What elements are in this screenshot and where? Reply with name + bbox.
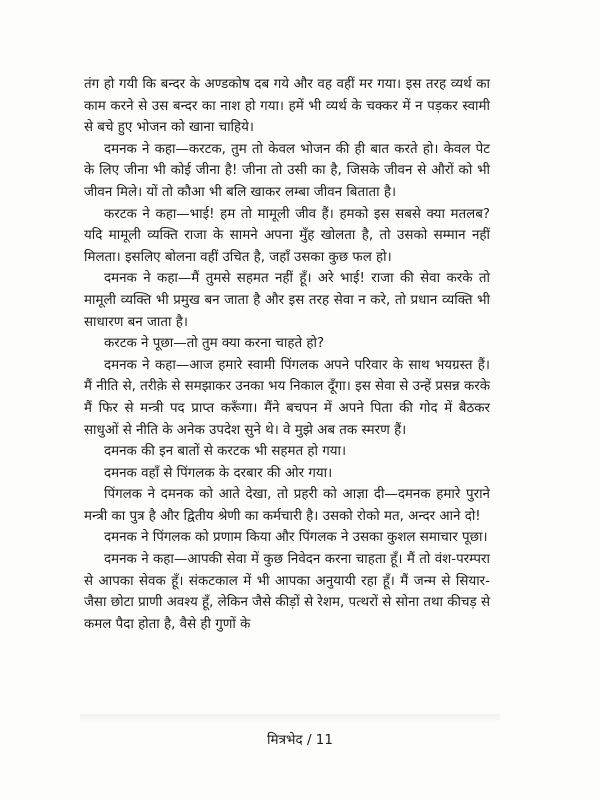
paragraph: दमनक ने कहा—आपकी सेवा में कुछ निवेदन करना चाहता हूँ। मैं तो वंश-परम्परा से आपका सेवक हूँ। संकटकाल में भी आपका अनुयायी रहा हूँ। मैं जन्म से सियार-जैसा छोटा प्राणी अवश्य हूँ, लेकिन जैसे कीड़ों से रेशम, पत्थरों से सोना तथा कीचड़ से कमल पैदा होता है, वैसे ही गुणों के [84,552,490,632]
paragraph: दमनक की इन बातों से करटक भी सहमत हो गया। [104,444,347,460]
paragraph: करटक ने पूछा—तो तुम क्या करना चाहते हो? [104,336,325,352]
paragraph: करटक ने कहा—भाई! हम तो मामूली जीव हैं। हमको इस सबसे क्या मतलब? यदि मामूली व्यक्ति राजा के सामने अपना मुँह खोलता है, तो उसको सम्मान नहीं मिलता। इसलिए बोलना वहीं उचित है, जहाँ उसका कुछ फल हो। [84,206,490,265]
paragraph: दमनक वहाँ से पिंगलक के दरबार की ओर गया। [104,465,333,481]
paragraph: दमनक ने कहा—करटक, तुम तो केवल भोजन की ही बात करते हो। केवल पेट के लिए जीना भी कोई जीना है! जीना तो उसी का है, जिसके जीवन से औरों को भी जीवन मिले। यों तो कौआ भी बलि खाकर लम्बा जीवन बिताता है। [84,141,490,200]
page-footer: मित्रभेद / 11 [267,732,333,748]
paragraph: दमनक ने कहा—मैं तुमसे सहमत नहीं हूँ। अरे भाई! राजा की सेवा करके तो मामूली व्यक्ति भी प्रमुख बन जाता है और इस तरह सेवा न करे, तो प्रधान व्यक्ति भी साधारण बन जाता है। [84,271,490,330]
paragraph: दमनक ने पिंगलक को प्रणाम किया और पिंगलक ने उसका कुशल समाचार पूछा। [104,530,488,546]
paragraph: दमनक ने कहा—आज हमारे स्वामी पिंगलक अपने परिवार के साथ भयग्रस्त हैं। मैं नीति से, तरीक़े से समझाकर उनका भय निकाल दूँगा। इस सेवा से उन्हें प्रसन्न करके मैं फिर से मन्त्री पद प्राप्त करूँगा। मैंने बचपन में अपने पिता की गोद में बैठकर साधुओं से नीति के अनेक उपदेश सुने थे। वे मुझे अब तक स्मरण हैं। [84,357,490,438]
paragraph: पिंगलक ने दमनक को आते देखा, तो प्रहरी को आज्ञा दी—दमनक हमारे पुराने मन्त्री का पुत्र है और द्वितीय श्रेणी का कर्मचारी है। उसको रोको मत, अन्दर आने दो! [84,487,490,524]
paragraph: तंग हो गयी कि बन्दर के अण्डकोष दब गये और वह वहीं मर गया। इस तरह व्यर्थ का काम करने से उस बन्दर का नाश हो गया। हमें भी व्यर्थ के चक्कर में न पड़कर स्वामी से बचे हुए भोजन को खाना चाहिये। [84,77,490,136]
body-text [84,74,490,635]
bleed-through-line [80,714,500,722]
